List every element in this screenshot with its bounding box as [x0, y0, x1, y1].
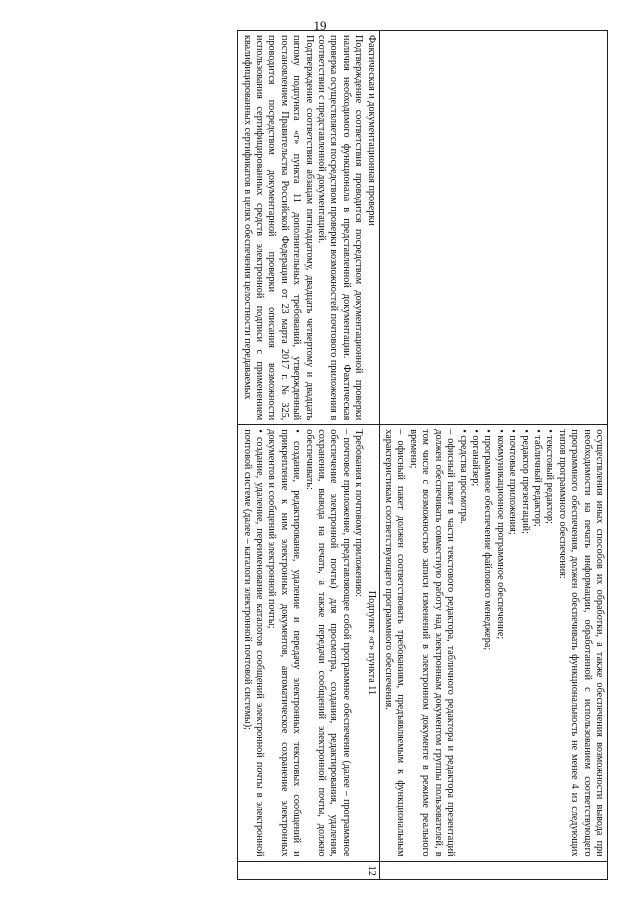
- requirement-cell: [379, 425, 607, 861]
- paragraph: – офисный пакет должен соответствовать требованиям, предъявляемым к функциональным характеристикам соответствующего программного обеспечения.: [383, 429, 407, 857]
- paragraph: Подтверждение соответствия абзацам пятнадцатому, двадцать четвертому и двадцать пятому подпункта «г» пункта 11 дополнительных требований, утвержденный постановлением Правительства Российской Федерации от 23 марта 2017 г. № 325, проводится посредством документарной проверки описания возможности использования сертифицированных средств электронной подписи с применением квалифицированных сертификатов в целях обеспечения целостности передаваемых: [241, 35, 315, 421]
- table-row: [238, 31, 379, 880]
- list-item: • текстовый редактор;: [544, 429, 556, 524]
- paragraph: Требования к почтовому приложению:: [353, 429, 365, 598]
- verification-cell: [238, 31, 379, 425]
- paragraph: Подтверждение соответствия проводится посредством документационной проверки наличия необходимого функционала в представленной документации. Фактическая проверка осуществляется посредством проверки возможностей почтового приложения в соответствии с представленной документацией.: [316, 35, 365, 421]
- row-number: [379, 861, 607, 879]
- list-item: • табличный редактор;: [531, 429, 543, 527]
- table-row: [379, 31, 607, 880]
- paragraph: • создание, редактирование, удаление и передачу электронных текстовых сообщений и прикрепление к ним электронных документов, автоматическое сохранение электронных документов и сообщений электронной почты;: [266, 429, 303, 857]
- paragraph: осуществления иных способов их обработки, а также обеспечения возможности вывода при необходимости на печать информации, обработанной с использованием соответствующего программного обеспечения, должен обеспечивать функциональность не менее 4 из следующих типов программного обеспечения:: [556, 429, 605, 857]
- paragraph: – офисный пакет в части текстового редактора, табличного редактора и редактора презентаций должен обеспечивать совместную работу над электронным документом группы пользователей, в том числе с возможностью записи изменений в электронном документе в режиме реального времени;: [407, 429, 457, 857]
- paragraph: • создание, удаление, переименование каталогов сообщений электронной почты в электронной почтовой системе (далее – каталоги электронной почтовой системы);: [241, 429, 266, 857]
- verification-cell: [379, 31, 607, 425]
- requirements-table: [237, 30, 608, 880]
- list-item: • коммуникационное программное обеспечение;: [494, 429, 506, 640]
- list-item: • средства просмотра.: [457, 429, 469, 524]
- paragraph: Фактическая и документационная проверки: [365, 35, 377, 226]
- requirement-cell: [238, 425, 379, 861]
- list-item: • органайзер;: [469, 429, 481, 487]
- list-item: • программное обеспечение файлового менеджера;: [482, 429, 494, 651]
- rotated-table-wrapper: [48, 30, 608, 880]
- software-type-list: [456, 429, 555, 856]
- subsection-heading: Подпункт «г» пункта 11: [365, 590, 377, 696]
- list-item: • почтовые приложения;: [507, 429, 519, 535]
- page-number: 19: [313, 18, 327, 33]
- list-item: • редактор презентаций;: [519, 429, 531, 534]
- paragraph: – почтовое приложение, представляющее собой программное обеспечение (далее – программное обеспечение электронной почты) для просмотра, создания, редактирования, удаления, сохранения, вывода на печать, а также передачи сообщений электронной почты, должно обеспечивать:: [303, 429, 352, 857]
- row-number: 12: [238, 861, 379, 879]
